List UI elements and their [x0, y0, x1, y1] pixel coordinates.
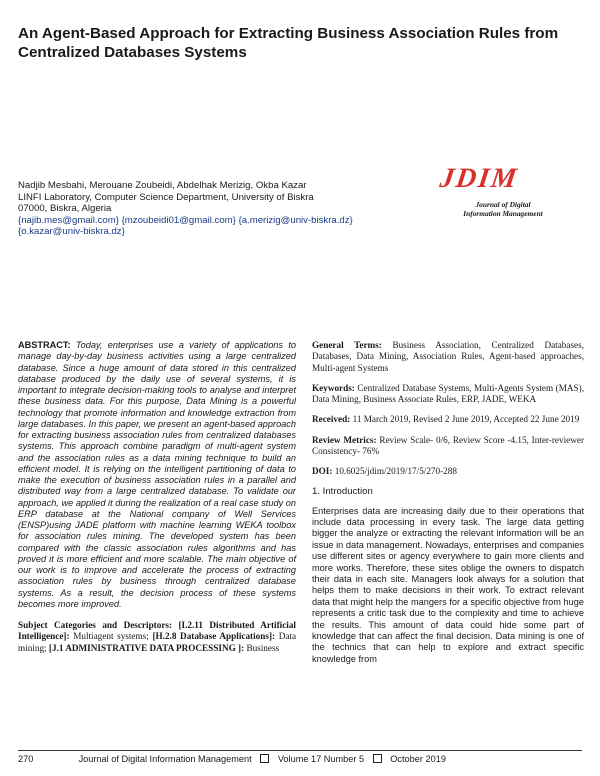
- author-address: 07000, Biskra, Algeria: [18, 203, 112, 215]
- keywords: [312, 383, 584, 406]
- keywords-text: Centralized Database Systems, Multi-Agents System (MAS), Data Mining, Business Associate Rules, ERP, JADE, WEKA: [312, 382, 584, 404]
- logo-subtitle-line2: Information Management: [463, 209, 543, 218]
- subject-h28: [H.2.8 Database Applications]:: [152, 631, 276, 642]
- page-footer: [18, 750, 582, 764]
- footer-page-number: 270: [18, 754, 34, 764]
- footer-journal: Journal of Digital Information Management: [78, 754, 252, 764]
- received-dates: [312, 414, 584, 425]
- journal-logo: [428, 163, 578, 223]
- received-text: 11 March 2019, Revised 2 June 2019, Accepted 22 June 2019: [352, 414, 580, 425]
- subject-i211-text: Multiagent systems;: [73, 631, 149, 642]
- footer-volume: Volume 17 Number 5: [277, 754, 365, 764]
- author-names: Nadjib Mesbahi, Merouane Zoubeidi, Abdelhak Merizig, Okba Kazar: [18, 180, 307, 191]
- introduction-text: Enterprises data are increasing daily due to their operations that include data processing in every task. The large data getting bigger the analyze or extracting the relevant information will be an issue in data management. Nowadays, enterprises and companies use different sites or agency everywhere to gain more clients and more works. Therefore, these sites oblige the owners to dispatch their data in each site. Managers look always for a solution that helps them to make decisions in their work. To extract relevant data that might help the mangers for a specific objective from huge represents a critic task due to the complexity and time to achieve the results. This amount of data could hide some part of knowledge that can affect the final decision. Data mining is one of the technics that can help to explore and extract specific knowledge from: [312, 505, 584, 664]
- footer-date: October 2019: [390, 754, 446, 764]
- subject-i211: [I.2.11 Distributed Artificial Intelligence]:: [18, 620, 296, 642]
- review-metrics: [312, 435, 584, 458]
- general-terms: [312, 340, 584, 374]
- received-label: Received:: [312, 414, 351, 425]
- doi-text[interactable]: 10.6025/jdim/2019/17/5/270-288: [334, 466, 457, 476]
- introduction-heading: 1. Introduction: [312, 486, 373, 498]
- abstract-text: Today, enterprises use a variety of applications to manage day-by-day business activities using a large centralized database. Since a huge amount of data stored in this centralized database produced by the daily use of several systems, it is important to integrate decision-making tools to analyse and interpret these business data. For this purpose, Data Mining is a powerful technology that promote information and knowledge extraction from large databases. In this paper, we present an agent-based approach for extracting business association rules from centralized databases systems. This approach combine paradigm of multi-agent system and the association rules as a data mining technique to build an efficient model. It is relying on the intelligent partitioning of data to make the execution of business association rules in a parallel and distributed way from a large centralized database. To validate our approach, we applied it during the realization of a real case study on ERP database at the National company of Well Services (ENSP)using JADE platform with machine learning WEKA toolbox for association rules mining. The developed system has been compared with the classic association rules algorithms and has proved it is more efficient and more scalable. The main objective of our work is to improve and accelerate the process of extracting association rules by business through centralized database systems. As a result, the decision process of these systems becomes more improved.: [18, 340, 296, 609]
- author-affiliation: LINFI Laboratory, Computer Science Department, University of Biskra: [18, 191, 314, 203]
- subject-j1: [J.1 ADMINISTRATIVE DATA PROCESSING ]:: [48, 642, 245, 653]
- paper-title: An Agent-Based Approach for Extracting Business Association Rules from Centralized Databases Systems: [18, 25, 559, 61]
- general-terms-text: Business Association, Centralized Databases, Databases, Data Mining, Association Rules, Agent-based approaches, Multi-agent Systems: [312, 340, 585, 373]
- subject-h28-text: Data mining;: [18, 631, 297, 653]
- subjects-label: Subject Categories and Descriptors:: [18, 620, 173, 630]
- abstract-label: ABSTRACT:: [18, 340, 71, 350]
- logo-subtitle: [428, 200, 578, 218]
- author-emails-line1[interactable]: {najib.mes@gmail.com} {mzoubeidi01@gmail.com} {a.merizig@univ-biskra.dz}: [18, 214, 353, 226]
- doi: [312, 466, 584, 477]
- author-block: [18, 180, 418, 238]
- review-text: Review Scale- 0/6, Review Score -4.15, Inter-reviewer Consistency- 76%: [312, 434, 584, 456]
- left-column: [18, 340, 296, 654]
- square-separator-icon: [260, 754, 269, 763]
- subject-categories: [18, 620, 296, 654]
- abstract: [18, 340, 296, 610]
- author-emails-line2[interactable]: {o.kazar@univ-biskra.dz}: [18, 226, 125, 238]
- right-column: [312, 340, 584, 674]
- general-terms-label: General Terms:: [312, 340, 382, 350]
- review-label: Review Metrics:: [312, 434, 377, 445]
- doi-label: DOI:: [312, 466, 333, 476]
- logo-subtitle-line1: Journal of Digital: [475, 200, 531, 209]
- keywords-label: Keywords:: [312, 382, 355, 393]
- logo-wordmark: JDIM: [437, 163, 521, 194]
- square-separator-icon: [373, 754, 382, 763]
- subject-j1-text: Business: [246, 642, 280, 653]
